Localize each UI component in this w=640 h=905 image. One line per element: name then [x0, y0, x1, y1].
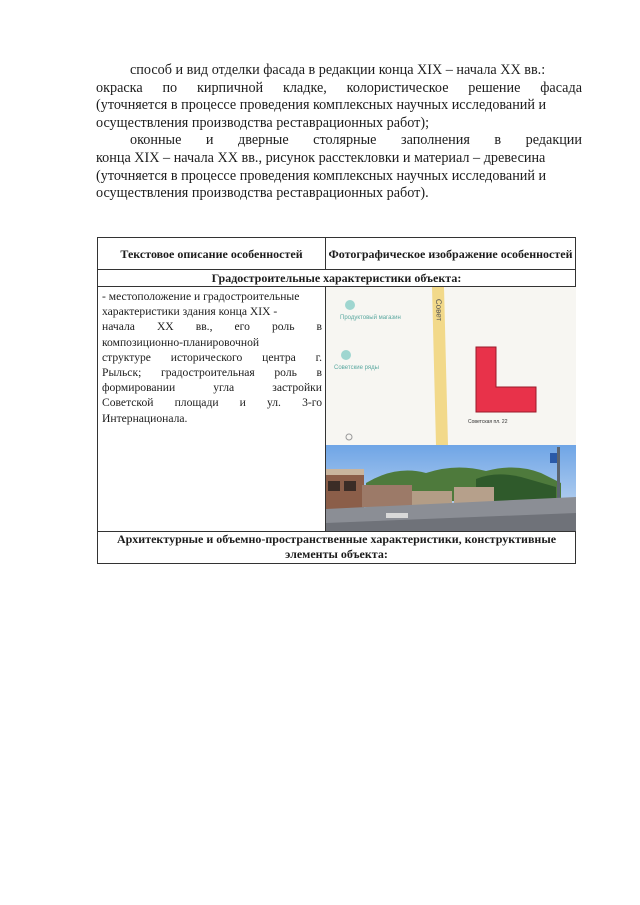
text-line: способ и вид отделки фасада в редакции конца XIX – начала XX вв.: [130, 62, 546, 78]
description-cell [98, 287, 326, 532]
desc-line: формировании угла застройки [102, 381, 322, 395]
body-paragraph [96, 62, 582, 203]
map-and-photo [326, 287, 576, 531]
text-line: осуществления производства реставрационных работ). [96, 185, 429, 202]
desc-line: характеристики здания конца XIX - [102, 305, 278, 319]
street-label: Совет [434, 298, 444, 322]
desc-line: начала XX вв., его роль в [102, 320, 322, 334]
street-photo [326, 445, 576, 531]
text-line: (уточняется в процессе проведения комплексных научных исследований и [96, 97, 547, 114]
section-urban-heading: Градостроительные характеристики объекта: [98, 270, 576, 287]
poi-label-2: Советские ряды [334, 365, 379, 371]
photo-cell [326, 287, 576, 532]
desc-line: Советской площади и ул. 3-го [102, 396, 322, 410]
poi-label-1: Продуктовый магазин [340, 315, 401, 321]
text-line: (уточняется в процессе проведения комплексных научных исследований и [96, 167, 547, 184]
section-arch-heading: Архитектурные и объемно-пространственные характеристики, конструктивные элементы объекта: [98, 532, 576, 564]
desc-line: Интернационала. [102, 411, 188, 425]
header-text-description: Текстовое описание особенностей [98, 238, 326, 270]
house-label: Советская пл. 22 [468, 419, 508, 425]
text-line: оконные и дверные столярные заполнения в редакции [130, 132, 582, 149]
text-line: конца XIX – начала XX вв., рисунок расстекловки и материал – древесина [96, 149, 546, 166]
desc-line: композиционно-планировочной [102, 335, 260, 349]
desc-line: структуре исторического центра г. [102, 350, 322, 364]
header-photo: Фотографическое изображение особенностей [326, 238, 576, 270]
shop-pin-icon [345, 300, 355, 310]
features-table [97, 237, 576, 564]
desc-line: Рыльск; градостроительная роль в [102, 366, 322, 380]
location-map [326, 287, 576, 445]
text-line: окраска по кирпичной кладке, колористическое решение фасада [96, 79, 582, 96]
desc-line: - местоположение и градостроительные [102, 290, 300, 303]
market-pin-icon [341, 350, 351, 360]
text-line: осуществления производства реставрационных работ); [96, 114, 430, 131]
